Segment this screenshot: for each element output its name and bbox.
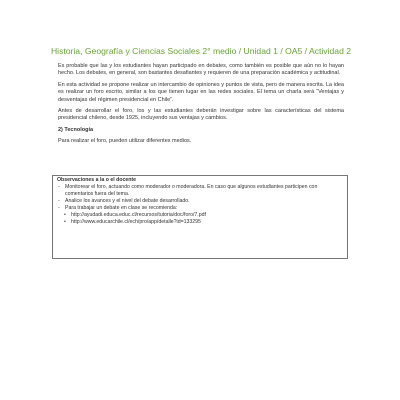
bullet-dash-icon: - — [58, 205, 60, 211]
resource-link-item[interactable] — [64, 212, 343, 219]
paragraph-3: Antes de desarrollar el foro, los y las estudiantes deberán investigar sobre las características del sistema presidencial chileno, desde 1925, incluyendo sus ventajas y cambios. — [58, 108, 344, 122]
observations-list — [57, 184, 343, 212]
bullet-dash-icon: - — [58, 184, 60, 190]
resource-link[interactable]: http://ayudadi.educa.educ.cl/recursos/tutoria/doc/foro/7.pdf — [71, 212, 206, 218]
resource-links-list — [57, 212, 343, 226]
observation-item-text: Analice los avances y el nivel del debate desarrollado. — [65, 198, 190, 204]
section-heading-technology: 2) Tecnología — [58, 126, 94, 133]
teacher-observations-box — [52, 175, 348, 259]
page-title: Historia, Geografía y Ciencias Sociales 2° medio / Unidad 1 / OA5 / Actividad 2 — [50, 46, 352, 56]
observation-item-text: Para trabajar un debate en clase se recomienda: — [65, 205, 178, 211]
observation-item-text: Monitorear el foro, actuando como moderador o moderadora. En caso que algunos estudiantes participen con comentarios fuera del tema. — [65, 184, 318, 197]
document-body — [58, 63, 344, 150]
paragraph-2: En esta actividad se propone realizar un intercambio de opiniones y puntos de vista, pero de manera escrita. La idea es realizar un foro escrito, similar a los que tienen lugar en las redes sociales. El tema un charla será “Ventajas y desventajas del régimen presidencial en Chile”. — [58, 81, 344, 103]
resource-link[interactable]: http://www.educarchile.cl/ech/pro/app/detalle?id=133295 — [71, 219, 201, 225]
bullet-dot-icon: • — [64, 219, 66, 225]
bullet-dot-icon: • — [64, 212, 66, 218]
resource-link-item[interactable] — [64, 219, 343, 226]
observation-item — [58, 198, 343, 205]
observations-title: Observaciones a la o el docente — [57, 177, 136, 183]
bullet-dash-icon: - — [58, 198, 60, 204]
observation-item — [58, 184, 343, 198]
paragraph-1: Es probable que las y los estudiantes hayan participado en debates, como también es posible que aún no lo hayan hecho. Los debates, en general, son bastantes desafiantes y requieren de una preparación académica y actitudinal. — [58, 63, 344, 77]
technology-text: Para realizar el foro, pueden utilizar diferentes medios. — [58, 138, 192, 145]
observation-item — [58, 205, 343, 212]
